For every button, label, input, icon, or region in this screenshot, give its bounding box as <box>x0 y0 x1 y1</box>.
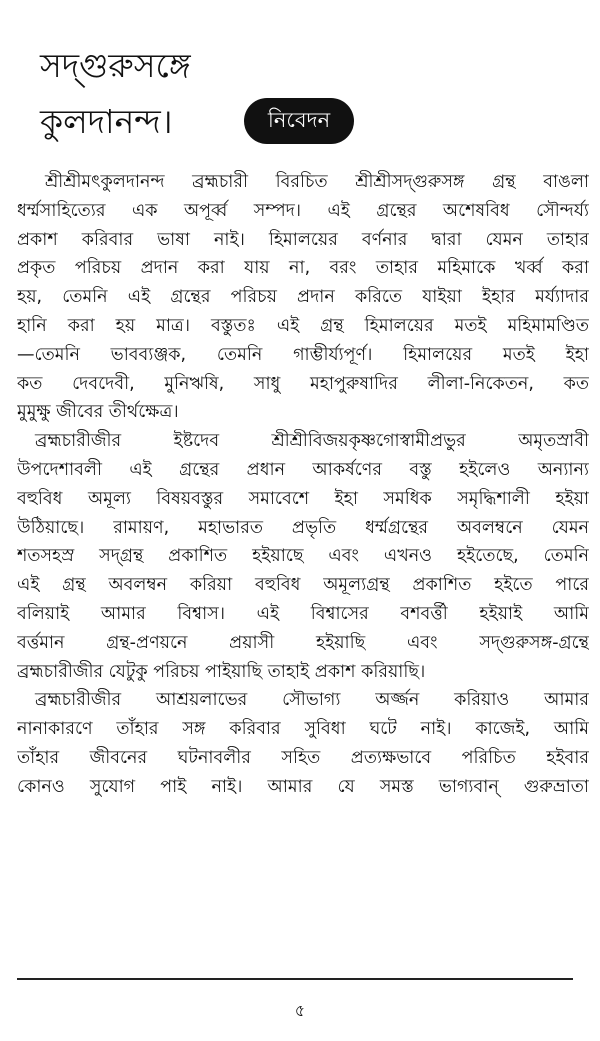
text-line: ব্রহ্মচারীজীর যেটুকু পরিচয় পাইয়াছি তাহাই প্রকাশ করিয়াছি। <box>17 661 426 682</box>
footer-divider <box>17 978 573 980</box>
page-number: ৫ <box>294 1001 306 1020</box>
text-line: হয়, তেমনি এই গ্রন্থের পরিচয় প্রদান করিতে যাইয়া ইহার মর্য্যাদার <box>17 287 589 308</box>
text-line: শতসহস্র সদ্গ্রন্থ প্রকাশিত হইয়াছে এবং এখনও হইতেছে, তেমনি <box>17 546 589 567</box>
text-line: নানাকারণে তাঁহার সঙ্গ করিবার সুবিধা ঘটে নাই। কাজেই, আমি <box>17 719 589 740</box>
text-line: হানি করা হয় মাত্র। বস্তুতঃ এই গ্রন্থ হিমালয়ের মতই মহিমামণ্ডিত <box>17 315 589 336</box>
text-line: মুমুক্ষু জীবের তীর্থক্ষেত্র। <box>17 402 179 423</box>
text-line: ধর্ম্মসাহিত্যের এক অপূর্ব্ব সম্পদ। এই গ্রন্থের অশেষবিধ সৌন্দর্য্য <box>17 200 589 221</box>
text-line: প্রকাশ করিবার ভাষা নাই। হিমালয়ের বর্ণনার দ্বারা যেমন তাহার <box>17 229 589 250</box>
book-title-line1: সদ্গুরুসঙ্গে <box>40 46 191 85</box>
text-line: উঠিয়াছে। রামায়ণ, মহাভারত প্রভৃতি ধর্ম্মগ্রন্থের অবলম্বনে যেমন <box>17 517 589 538</box>
text-line: শ্রীশ্রীমৎকুলদানন্দ ব্রহ্মচারী বিরচিত শ্রীশ্রীসদ্গুরুসঙ্গ গ্রন্থ বাঙলা <box>45 172 589 192</box>
text-line: প্রকৃত পরিচয় প্রদান করা যায় না, বরং তাহার মহিমাকে খর্ব্ব করা <box>17 258 589 279</box>
text-line: ব্রহ্মচারীজীর ইষ্টদেব শ্রীশ্রীবিজয়কৃষ্ণগোস্বামীপ্রভুর অমৃতস্রাবী <box>35 431 589 452</box>
text-line: কোনও সুযোগ পাই নাই। আমার যে সমস্ত ভাগ্যবান্ গুরুভ্রাতা <box>17 776 589 797</box>
body-text <box>17 168 589 802</box>
text-line: বহুবিধ অমূল্য বিষয়বস্তুর সমাবেশে ইহা সমধিক সমৃদ্ধিশালী হইয়া <box>17 488 589 509</box>
text-line: —তেমনি ভাবব্যঞ্জক, তেমনি গাম্ভীর্য্যপূর্ণ। হিমালয়ের মতই ইহা <box>17 344 589 365</box>
section-badge: নিবেদন <box>244 98 354 144</box>
text-line: বর্ত্তমান গ্রন্থ-প্রণয়নে প্রয়াসী হইয়াছি এবং সদ্গুরুসঙ্গ-গ্রন্থে <box>17 632 589 653</box>
text-line: তাঁহার জীবনের ঘটনাবলীর সহিত প্রত্যক্ষভাবে পরিচিত হইবার <box>17 747 589 768</box>
book-title-line2: কুলদানন্দ। <box>40 102 173 141</box>
text-line: কত দেবদেবী, মুনিঋষি, সাধু মহাপুরুষাদির লীলা-নিকেতন, কত <box>17 373 589 394</box>
text-line: এই গ্রন্থ অবলম্বন করিয়া বহুবিধ অমূল্যগ্রন্থ প্রকাশিত হইতে পারে <box>17 575 589 596</box>
text-line: উপদেশাবলী এই গ্রন্থের প্রধান আকর্ষণের বস্তু হইলেও অন্যান্য <box>17 459 589 480</box>
text-line: ব্রহ্মচারীজীর আশ্রয়লাভের সৌভাগ্য অর্জ্জন করিয়াও আমার <box>35 690 589 711</box>
text-line: বলিয়াই আমার বিশ্বাস। এই বিশ্বাসের বশবর্ত্তী হইয়াই আমি <box>17 603 589 624</box>
